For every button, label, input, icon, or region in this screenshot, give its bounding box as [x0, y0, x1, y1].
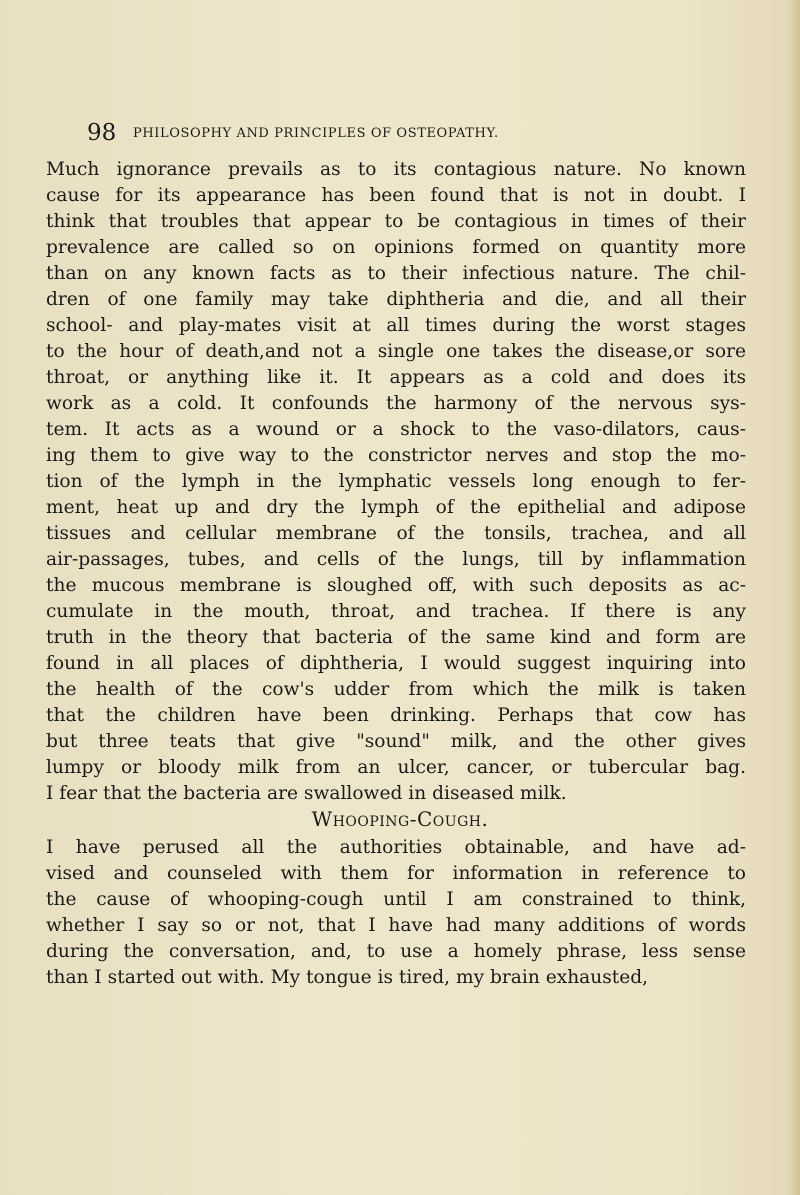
text-line: than I started out with. My tongue is tired, my brain exhausted,	[46, 967, 649, 988]
text-line: whether I say so or not, that I have had many additions of words	[46, 915, 746, 936]
text-line: vised and counseled with them for information in reference to	[46, 863, 746, 884]
paragraph-whooping-cough	[46, 835, 746, 991]
running-head-title: PHILOSOPHY AND PRINCIPLES OF OSTEOPATHY.	[133, 126, 499, 141]
section-heading: Whooping-Cough.	[311, 807, 489, 831]
text-line: cause for its appearance has been found that is not in doubt. I	[46, 185, 746, 206]
text-line: the mucous membrane is sloughed off, with such deposits as ac-	[46, 575, 746, 596]
text-line: the cause of whooping-cough until I am constrained to think,	[46, 889, 746, 910]
text-line: truth in the theory that bacteria of the same kind and form are	[46, 627, 746, 648]
page-number: 98	[87, 120, 117, 146]
text-line: tissues and cellular membrane of the tonsils, trachea, and all	[46, 523, 746, 544]
text-line: during the conversation, and, to use a homely phrase, less sense	[46, 941, 746, 962]
text-line: tem. It acts as a wound or a shock to the vaso-dilators, caus-	[46, 419, 746, 440]
running-head	[87, 120, 727, 146]
text-line: Much ignorance prevails as to its contagious nature. No known	[46, 159, 746, 180]
text-line: cumulate in the mouth, throat, and trachea. If there is any	[46, 601, 746, 622]
text-line: that the children have been drinking. Perhaps that cow has	[46, 705, 746, 726]
text-line: lumpy or bloody milk from an ulcer, cancer, or tubercular bag.	[46, 757, 746, 778]
text-line: I fear that the bacteria are swallowed in diseased milk.	[46, 783, 567, 804]
text-line: I have perused all the authorities obtainable, and have ad-	[46, 837, 746, 858]
text-line: throat, or anything like it. It appears as a cold and does its	[46, 367, 746, 388]
text-line: air-passages, tubes, and cells of the lungs, till by inflammation	[46, 549, 746, 570]
text-line: school- and play-mates visit at all times during the worst stages	[46, 315, 746, 336]
text-line: but three teats that give "sound" milk, and the other gives	[46, 731, 746, 752]
text-line: ment, heat up and dry the lymph of the epithelial and adipose	[46, 497, 746, 518]
text-line: found in all places of diphtheria, I would suggest inquiring into	[46, 653, 746, 674]
text-line: work as a cold. It confounds the harmony of the nervous sys-	[46, 393, 746, 414]
text-line: dren of one family may take diphtheria and die, and all their	[46, 289, 746, 310]
text-line: the health of the cow's udder from which the milk is taken	[46, 679, 746, 700]
text-line: think that troubles that appear to be contagious in times of their	[46, 211, 746, 232]
text-line: ing them to give way to the constrictor nerves and stop the mo-	[46, 445, 746, 466]
paragraph-diphtheria	[46, 157, 746, 807]
text-line: prevalence are called so on opinions formed on quantity more	[46, 237, 746, 258]
text-line: tion of the lymph in the lymphatic vessels long enough to fer-	[46, 471, 746, 492]
text-line: to the hour of death,and not a single one takes the disease,or sore	[46, 341, 746, 362]
text-line: than on any known facts as to their infectious nature. The chil-	[46, 263, 746, 284]
page-edge-stain	[786, 0, 800, 1195]
